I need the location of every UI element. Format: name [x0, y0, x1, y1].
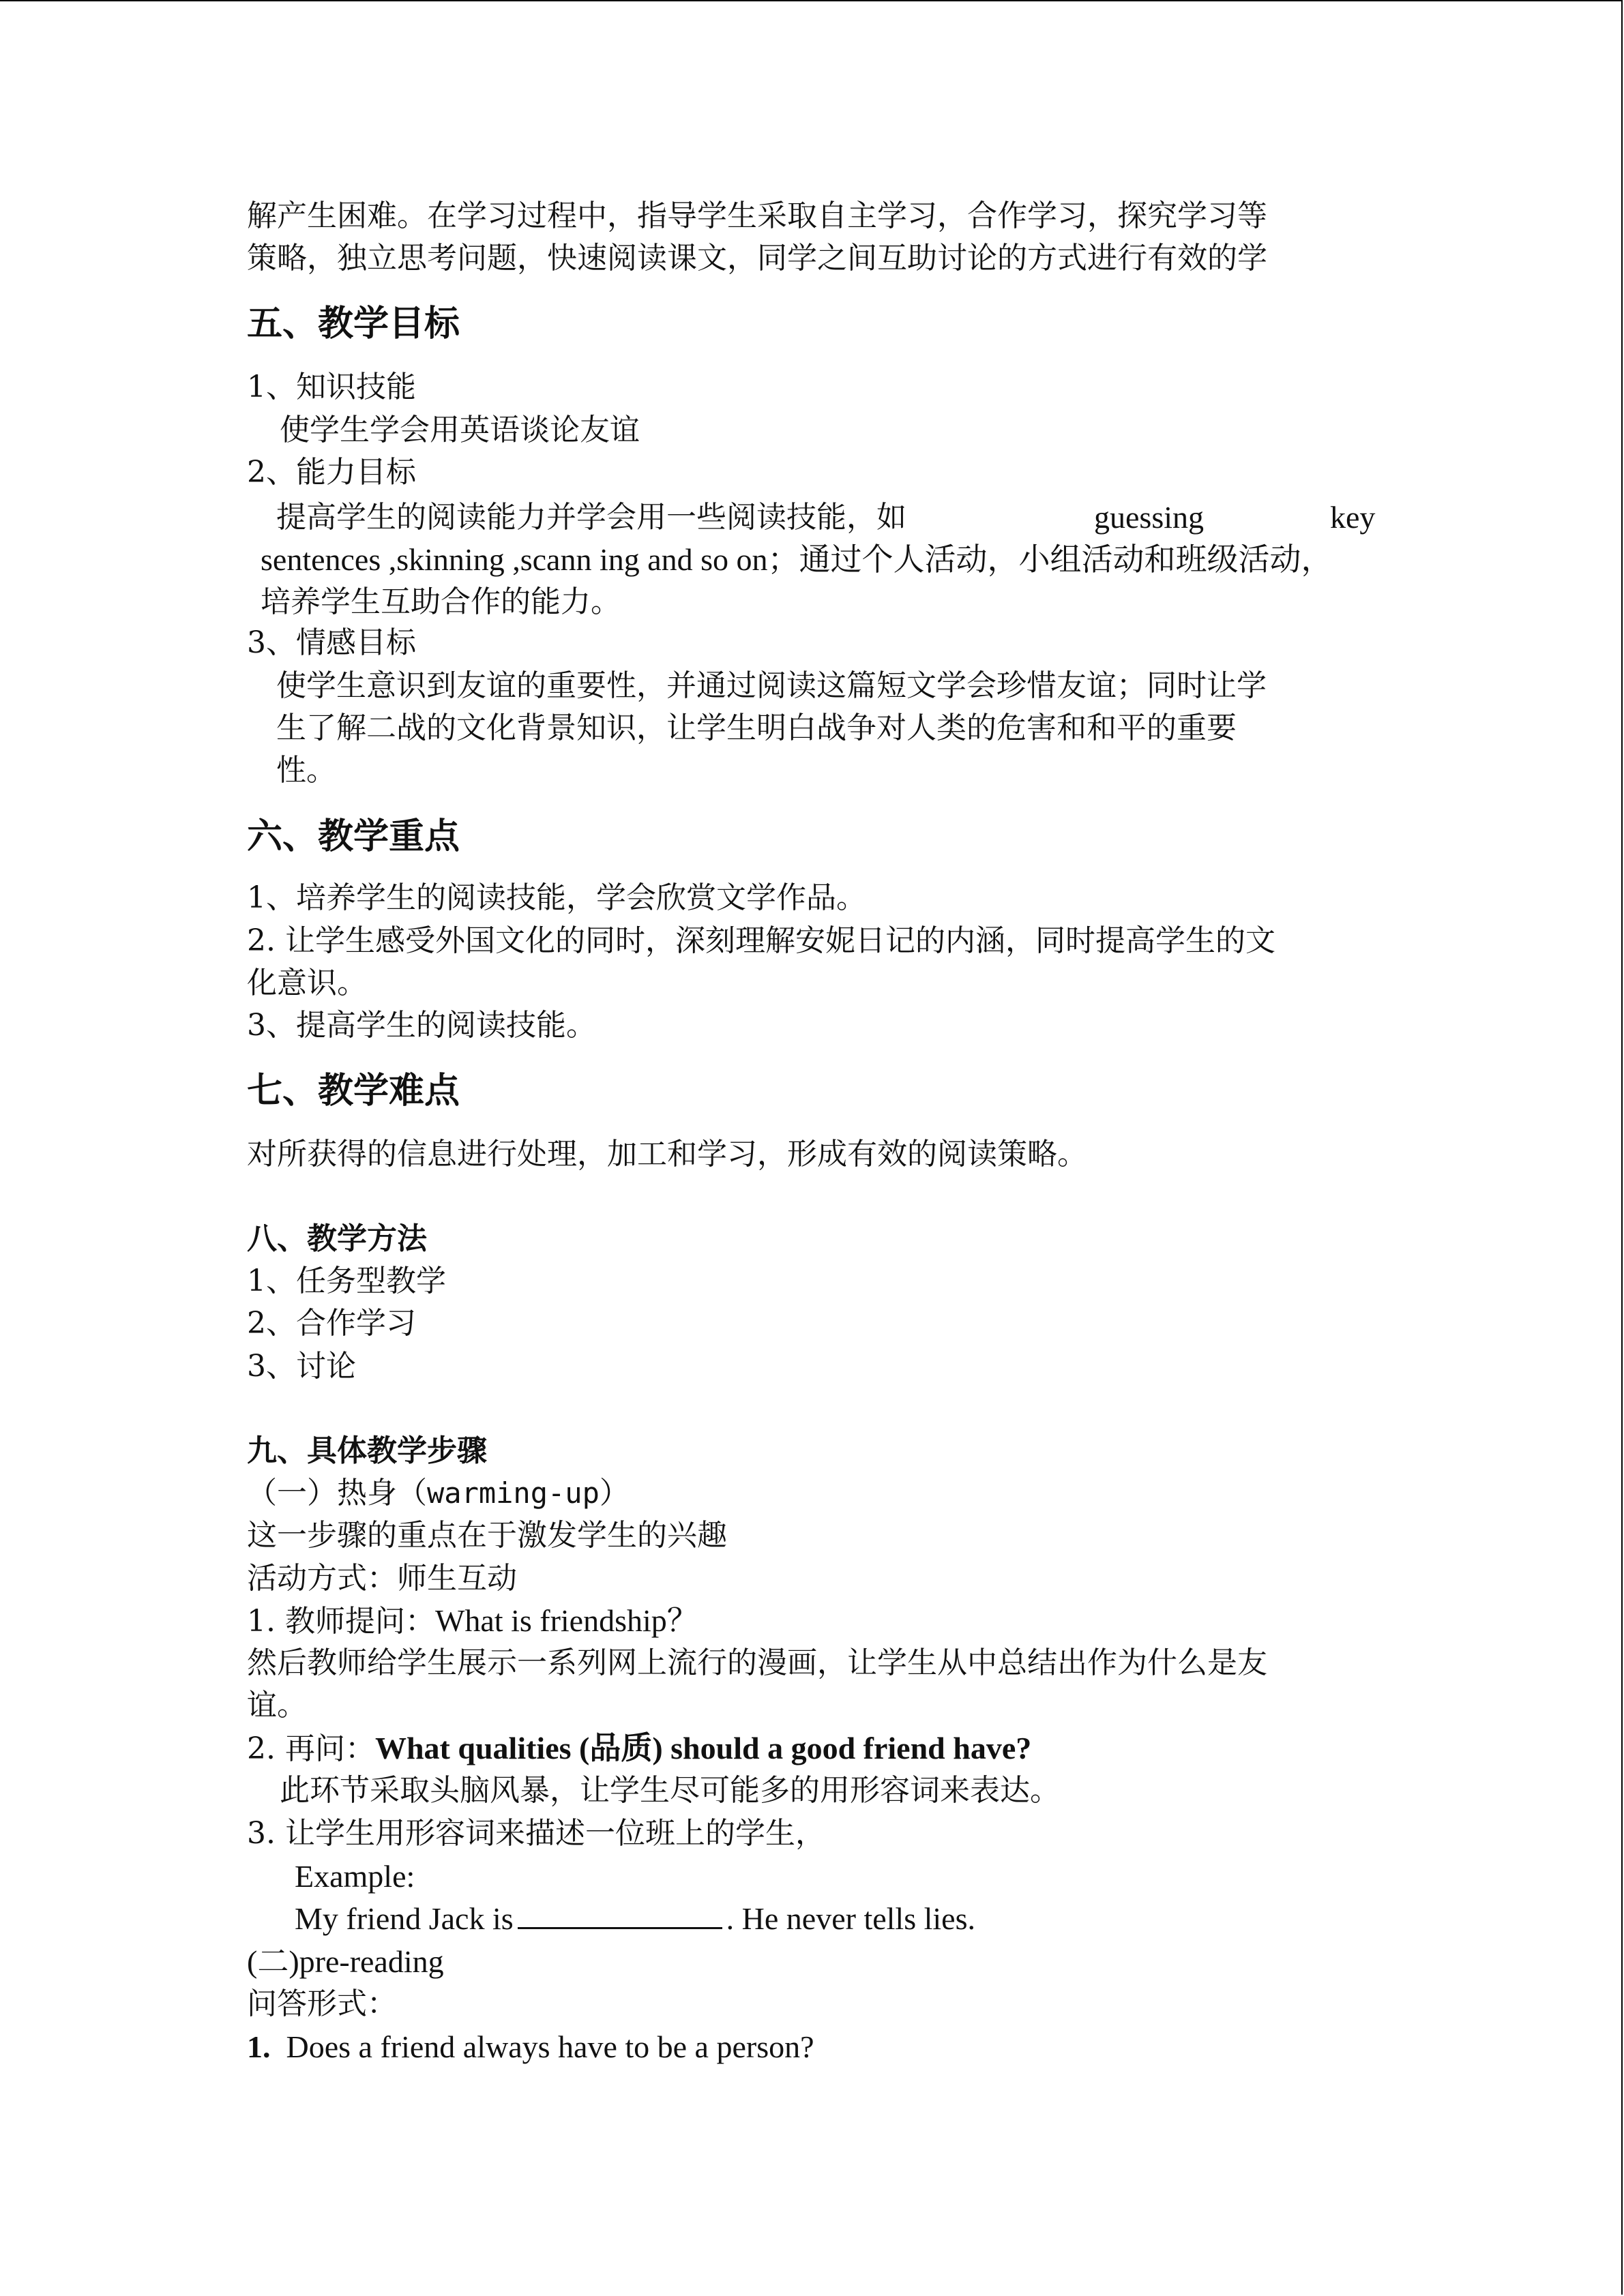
section-6-line-1: 1、培养学生的阅读技能，学会欣赏文学作品。 — [247, 880, 866, 915]
step-2-title: (二)pre-reading — [247, 1944, 444, 1979]
question-1-follow-line-1: 然后教师给学生展示一系列网上流行的漫画，让学生从中总结出作为什么是友 — [247, 1645, 1267, 1680]
section-5-heading: 五、教学目标 — [247, 303, 460, 344]
section-5-item-1-text: 使学生学会用英语谈论友谊 — [280, 413, 640, 447]
section-6-line-3: 化意识。 — [247, 966, 367, 1000]
intro-line-1: 解产生困难。在学习过程中，指导学生采取自主学习，合作学习，探究学习等 — [247, 198, 1267, 233]
step-1-title-prefix: （一）热身（ — [247, 1476, 427, 1510]
question-1 — [247, 1600, 698, 1643]
section-5-item-2-text-line-3: 培养学生互助合作的能力。 — [261, 584, 621, 619]
section-6-line-4: 3、提高学生的阅读技能。 — [247, 1008, 596, 1043]
section-6-line-2: 2. 让学生感受外国文化的同时，深刻理解安妮日记的内涵，同时提高学生的文 — [247, 923, 1275, 958]
section-5-item-3-title: 3、情感目标 — [247, 625, 416, 660]
example-sentence — [295, 1898, 975, 1940]
example-label: Example: — [295, 1859, 415, 1894]
section-5-item-2-text-line-2: sentences ,skinning ,scann ing and so on；通过个人活动，小组活动和班级活动， — [261, 542, 1333, 577]
question-1-prefix: 1. 教师提问： — [247, 1604, 435, 1639]
question-1-text: What is friendship？ — [434, 1603, 698, 1638]
section-5-item-3-line-3: 性。 — [276, 753, 336, 788]
step-2-question-1 — [247, 2026, 814, 2068]
step-2-mode: 问答形式： — [247, 1986, 397, 2021]
section-6-heading: 六、教学重点 — [247, 816, 460, 857]
question-2 — [247, 1727, 1031, 1770]
section-8-heading: 八、教学方法 — [247, 1221, 427, 1256]
section-5-item-3-line-2: 生了解二战的文化背景知识，让学生明白战争对人类的危害和和平的重要 — [276, 711, 1237, 745]
question-2-follow: 此环节采取头脑风暴，让学生尽可能多的用形容词来表达。 — [280, 1773, 1060, 1808]
section-5-item-2-text-a: 提高学生的阅读能力并学会用一些阅读技能，如 — [276, 500, 906, 535]
section-7-line-1: 对所获得的信息进行处理，加工和学习，形成有效的阅读策略。 — [247, 1137, 1087, 1172]
example-after-blank: . He never tells lies. — [726, 1901, 975, 1936]
section-5-item-2-title: 2、能力目标 — [247, 455, 416, 490]
step-2-question-1-number: 1. — [247, 2029, 271, 2064]
section-9-heading: 九、具体教学步骤 — [247, 1433, 487, 1468]
step-1-title-suffix: ） — [599, 1476, 630, 1510]
question-2-text: What qualities (品质) should a good friend have? — [374, 1731, 1032, 1765]
question-1-follow-line-2: 谊。 — [247, 1688, 307, 1723]
section-5-item-2-text-key: key — [1330, 500, 1376, 535]
example-before-blank: My friend Jack is — [295, 1901, 514, 1936]
section-8-item-3: 3、讨论 — [247, 1349, 356, 1384]
step-2-question-1-text: Does a friend always have to be a person? — [286, 2029, 814, 2064]
question-2-prefix: 2. 再问： — [247, 1731, 375, 1766]
section-5-item-3-line-1: 使学生意识到友谊的重要性，并通过阅读这篇短文学会珍惜友谊；同时让学 — [276, 668, 1267, 703]
step-1-title — [247, 1472, 630, 1515]
step-1-focus: 这一步骤的重点在于激发学生的兴趣 — [247, 1518, 727, 1553]
section-8-item-1: 1、任务型教学 — [247, 1264, 446, 1298]
question-3: 3. 让学生用形容词来描述一位班上的学生， — [247, 1816, 825, 1851]
step-1-title-english: warming-up — [427, 1476, 600, 1510]
intro-line-2: 策略，独立思考问题，快速阅读课文，同学之间互助讨论的方式进行有效的学 — [247, 241, 1267, 275]
section-7-heading: 七、教学难点 — [247, 1071, 460, 1112]
example-blank — [518, 1900, 722, 1929]
step-1-mode: 活动方式：师生互动 — [247, 1561, 517, 1596]
section-8-item-2: 2、合作学习 — [247, 1306, 416, 1341]
section-5-item-1-title: 1、知识技能 — [247, 370, 416, 404]
section-5-item-2-text-guessing: guessing — [1094, 500, 1204, 535]
